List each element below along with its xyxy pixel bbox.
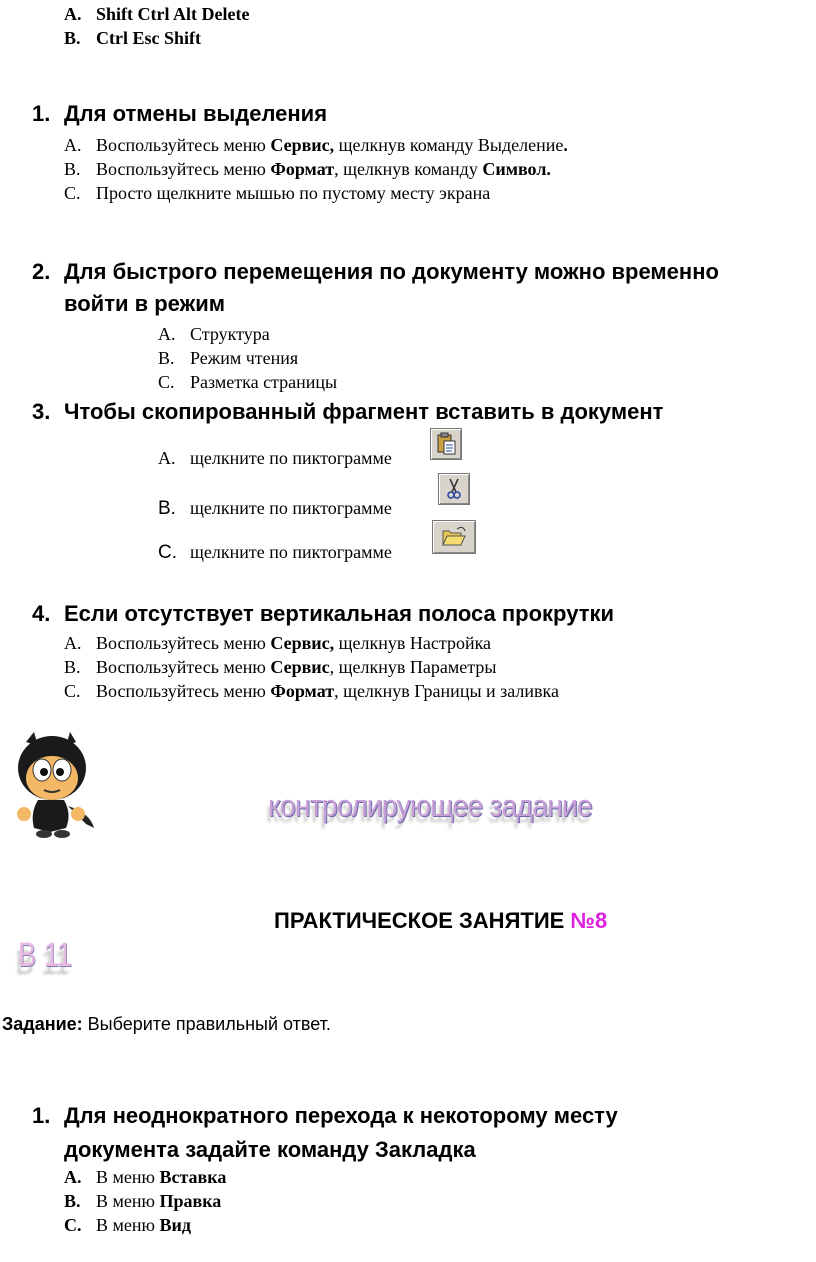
final-option-a bbox=[64, 1165, 226, 1189]
question-3-option-a bbox=[158, 446, 392, 470]
option-bold: Символ. bbox=[482, 159, 551, 179]
question-4-option-c bbox=[64, 679, 559, 703]
option-letter: A. bbox=[158, 324, 176, 344]
question-2-option-a bbox=[158, 322, 270, 346]
wordart-variant: В 11 bbox=[18, 936, 72, 974]
question-3-option-b bbox=[158, 496, 392, 521]
wordart-control-task: контролирующее задание bbox=[268, 788, 592, 823]
scissors-icon bbox=[438, 473, 470, 505]
top-option-a bbox=[64, 2, 249, 26]
option-text: Shift Ctrl Alt Delete bbox=[96, 4, 250, 24]
option-bold: Вставка bbox=[159, 1167, 227, 1187]
question-text: Для неоднократного перехода к некоторому месту bbox=[64, 1103, 618, 1128]
option-text: щелкните по пиктограмме bbox=[190, 498, 392, 518]
question-number: 1. bbox=[32, 1103, 51, 1128]
final-question-title-line2: документа задайте команду Закладка bbox=[64, 1137, 476, 1162]
question-text: Чтобы скопированный фрагмент вставить в документ bbox=[64, 399, 664, 424]
option-text: щелкните по пиктограмме bbox=[190, 448, 392, 468]
final-question-title bbox=[32, 1100, 618, 1132]
option-letter: C. bbox=[64, 1215, 82, 1235]
question-4-title bbox=[32, 598, 615, 630]
question-2-title bbox=[32, 256, 719, 288]
question-1-option-b bbox=[64, 157, 551, 181]
option-bold: . bbox=[563, 135, 568, 155]
option-text: Воспользуйтесь меню bbox=[96, 135, 271, 155]
option-letter: B. bbox=[158, 348, 175, 368]
option-text: Просто щелкните мышью по пустому месту экрана bbox=[96, 183, 491, 203]
option-letter: C. bbox=[158, 372, 175, 392]
option-text: Разметка страницы bbox=[190, 372, 338, 392]
option-text: В меню bbox=[96, 1191, 160, 1211]
option-letter: C. bbox=[158, 542, 177, 563]
practice-number: №8 bbox=[570, 908, 608, 933]
option-bold: Формат bbox=[270, 681, 335, 701]
option-text: Воспользуйтесь меню bbox=[96, 633, 271, 653]
option-bold: Формат bbox=[270, 159, 335, 179]
option-bold: Вид bbox=[159, 1215, 191, 1235]
question-1-option-a bbox=[64, 133, 568, 157]
question-1-option-c bbox=[64, 181, 490, 205]
question-number: 1. bbox=[32, 101, 51, 126]
question-text: Если отсутствует вертикальная полоса прокрутки bbox=[64, 601, 615, 626]
question-4-option-a bbox=[64, 631, 491, 655]
option-letter: B. bbox=[64, 159, 81, 179]
task-text: Выберите правильный ответ. bbox=[82, 1014, 331, 1034]
question-2-option-b bbox=[158, 346, 298, 370]
option-letter: B. bbox=[64, 1191, 81, 1211]
option-text: Структура bbox=[190, 324, 270, 344]
option-bold: Сервис bbox=[270, 657, 330, 677]
option-text: Воспользуйтесь меню bbox=[96, 681, 271, 701]
question-3-option-c bbox=[158, 540, 392, 565]
task-line bbox=[2, 1014, 331, 1035]
question-4-option-b bbox=[64, 655, 496, 679]
question-number: 4. bbox=[32, 601, 51, 626]
practice-title bbox=[274, 908, 607, 934]
question-number: 2. bbox=[32, 259, 51, 284]
option-text: В меню bbox=[96, 1215, 160, 1235]
question-2-title-line2: войти в режим bbox=[64, 291, 226, 316]
open-folder-icon bbox=[432, 520, 476, 554]
option-letter: B. bbox=[64, 657, 81, 677]
option-bold: Правка bbox=[159, 1191, 222, 1211]
top-option-b bbox=[64, 26, 201, 50]
option-letter: A. bbox=[64, 4, 82, 24]
question-3-title bbox=[32, 396, 664, 428]
question-1-title bbox=[32, 98, 328, 130]
option-text: Ctrl Esc Shift bbox=[96, 28, 201, 48]
question-number: 3. bbox=[32, 399, 51, 424]
option-text: щелкните по пиктограмме bbox=[190, 542, 392, 562]
option-text: , щелкнув Параметры bbox=[329, 657, 497, 677]
option-bold: Сервис, bbox=[270, 633, 335, 653]
option-text: , щелкнув команду bbox=[334, 159, 483, 179]
final-option-b bbox=[64, 1189, 221, 1213]
final-option-c bbox=[64, 1213, 191, 1237]
paste-icon bbox=[430, 428, 462, 460]
option-letter: C. bbox=[64, 681, 81, 701]
option-text: , щелкнув Границы и заливка bbox=[334, 681, 560, 701]
option-letter: A. bbox=[64, 633, 82, 653]
question-2-option-c bbox=[158, 370, 337, 394]
option-text: Режим чтения bbox=[190, 348, 299, 368]
option-text: щелкнув Настройка bbox=[334, 633, 492, 653]
option-text: Воспользуйтесь меню bbox=[96, 159, 271, 179]
option-letter: C. bbox=[64, 183, 81, 203]
devil-mascot-image bbox=[10, 728, 100, 838]
option-letter: A. bbox=[64, 135, 82, 155]
task-label: Задание: bbox=[2, 1014, 83, 1034]
question-text: Для быстрого перемещения по документу можно временно bbox=[64, 259, 719, 284]
option-text: щелкнув команду Выделение bbox=[334, 135, 564, 155]
question-text: Для отмены выделения bbox=[64, 101, 328, 126]
option-letter: A. bbox=[158, 448, 176, 468]
option-letter: B. bbox=[64, 28, 81, 48]
practice-title-text: ПРАКТИЧЕСКОЕ ЗАНЯТИЕ bbox=[274, 908, 571, 933]
option-letter: B. bbox=[158, 498, 176, 519]
option-bold: Сервис, bbox=[270, 135, 335, 155]
option-text: Воспользуйтесь меню bbox=[96, 657, 271, 677]
option-letter: A. bbox=[64, 1167, 82, 1187]
option-text: В меню bbox=[96, 1167, 160, 1187]
